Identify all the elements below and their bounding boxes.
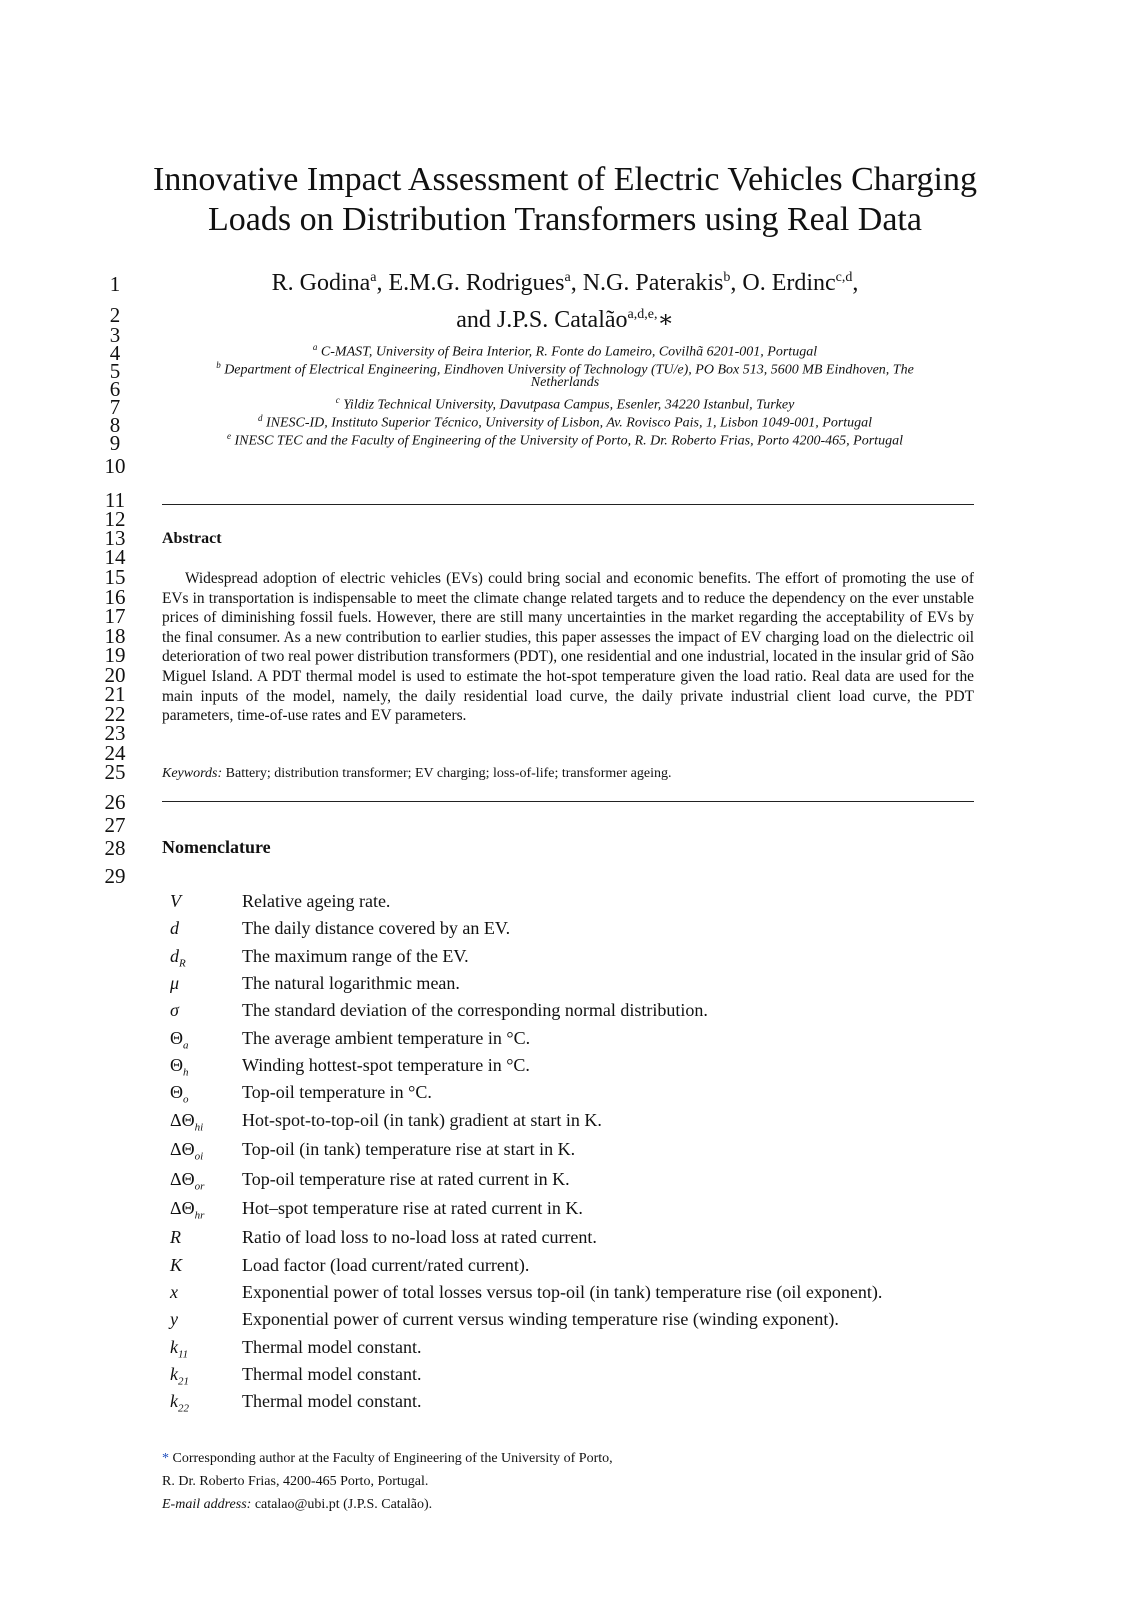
- email-label: E-mail address:: [162, 1497, 252, 1512]
- nomenclature-symbol: [170, 1255, 182, 1279]
- nomenclature-definition: Relative ageing rate.: [242, 891, 391, 911]
- symbol-base: Θ: [170, 1082, 183, 1102]
- title-line: Loads on Distribution Transformers using Real Data: [208, 201, 922, 238]
- affiliation-mark: a: [312, 342, 318, 352]
- line-number: 6: [109, 377, 121, 401]
- symbol-base: k: [170, 1364, 178, 1384]
- line-number: 5: [109, 359, 121, 383]
- nomenclature-definition: The daily distance covered by an EV.: [242, 918, 511, 938]
- line-number: 21: [104, 682, 126, 706]
- nomenclature-definition: Winding hottest-spot temperature in °C.: [242, 1055, 530, 1075]
- nomenclature-definition: Load factor (load current/rated current).: [242, 1255, 530, 1275]
- affiliation-text: INESC TEC and the Faculty of Engineering of the University of Porto, R. Dr. Roberto Frias, Porto 4200-465, Portugal: [234, 433, 903, 449]
- nomenclature-symbol: [170, 1282, 178, 1306]
- footnote-text: R. Dr. Roberto Frias, 4200-465 Porto, Portugal.: [162, 1474, 429, 1489]
- symbol-base: K: [170, 1255, 183, 1275]
- abstract-heading: Abstract: [162, 530, 222, 547]
- nomenclature-symbol: [170, 1169, 204, 1193]
- symbol-base: k: [170, 1391, 178, 1411]
- author-affil-mark: a,d,e,: [627, 307, 658, 322]
- line-number: 11: [104, 488, 126, 512]
- nomenclature-symbol: [170, 946, 186, 970]
- symbol-subscript: 21: [178, 1375, 189, 1388]
- symbol-base: d: [170, 918, 179, 938]
- nomenclature-definition: The standard deviation of the corresponding normal distribution.: [242, 1000, 708, 1020]
- symbol-base: R: [170, 1227, 181, 1247]
- line-number: 29: [104, 864, 126, 888]
- line-number: 4: [109, 341, 121, 365]
- affiliation-text: Department of Electrical Engineering, Eindhoven University of Technology (TU/e), PO Box 513, 5600 MB Eindhoven, The: [224, 362, 914, 378]
- corresponding-author-mark: ∗: [657, 307, 674, 333]
- nomenclature-definition: Thermal model constant.: [242, 1364, 422, 1384]
- keywords-text: Battery; distribution transformer; EV charging; loss-of-life; transformer ageing.: [222, 766, 672, 781]
- title-line: Innovative Impact Assessment of Electric Vehicles Charging: [153, 161, 977, 198]
- symbol-base: σ: [170, 1000, 179, 1020]
- line-number: 28: [104, 836, 126, 860]
- divider: [162, 504, 974, 505]
- nomenclature-symbol: [170, 891, 181, 915]
- line-number: 14: [104, 545, 126, 569]
- nomenclature-definition: The average ambient temperature in °C.: [242, 1028, 531, 1048]
- nomenclature-definition: Exponential power of total losses versus top-oil (in tank) temperature rise (oil exponent).: [242, 1282, 883, 1302]
- footnote: [162, 1447, 613, 1516]
- author-separator: ,: [852, 270, 859, 296]
- nomenclature-definition: The maximum range of the EV.: [242, 946, 469, 966]
- nomenclature-symbol: [170, 1198, 204, 1222]
- symbol-subscript: h: [183, 1066, 189, 1079]
- nomenclature-definition: Hot–spot temperature rise at rated current in K.: [242, 1198, 583, 1218]
- nomenclature-definition: Ratio of load loss to no-load loss at rated current.: [242, 1227, 597, 1247]
- line-number: 19: [104, 643, 126, 667]
- line-number: 16: [104, 585, 126, 609]
- line-number: 27: [104, 813, 126, 837]
- symbol-base: y: [170, 1309, 178, 1329]
- symbol-base: x: [170, 1282, 178, 1302]
- symbol-subscript: or: [194, 1180, 205, 1193]
- line-number: 8: [109, 413, 121, 437]
- affiliation: [165, 374, 965, 391]
- line-number: 24: [104, 741, 126, 765]
- abstract-body: Widespread adoption of electric vehicles (EVs) could bring social and economic benefits. The effort of promoting the use of EVs in transportation is indispensable to meet the climate change related targets and to reduce the dependency on the ever unstable prices of diminishing fossil fuels. However, there are still many uncertainties in the market regarding the acceptability of EVs by the final consumer. As a new contribution to earlier studies, this paper assesses the impact of EV charging load on the dielectric oil deterioration of two real power distribution transformers (PDT), one residential and one industrial, located in the insular grid of São Miguel Island. A PDT thermal model is used to estimate the hot-spot temperature given the load ratio. Real data are used for the main inputs of the model, namely, the daily residential load curve, the daily private industrial client load curve, the PDT parameters, time-of-use rates and EV parameters.: [162, 570, 974, 725]
- affiliation-text: INESC-ID, Instituto Superior Técnico, University of Lisbon, Av. Rovisco Pais, 1, Lisbon 1049-001, Portugal: [265, 415, 873, 431]
- affiliation-text: Netherlands: [530, 375, 600, 390]
- author-affil-mark: a: [564, 270, 571, 285]
- symbol-subscript: a: [183, 1039, 189, 1052]
- nomenclature-symbol: [170, 1139, 203, 1163]
- line-number: 15: [104, 565, 126, 589]
- nomenclature-definition: Thermal model constant.: [242, 1391, 422, 1411]
- line-number: 17: [104, 604, 126, 628]
- symbol-base: ΔΘ: [170, 1110, 195, 1130]
- symbol-base: d: [170, 946, 179, 966]
- symbol-base: k: [170, 1337, 178, 1357]
- author-affil-mark: c,d: [835, 270, 853, 285]
- divider: [162, 801, 974, 802]
- nomenclature-definition: Top-oil (in tank) temperature rise at start in K.: [242, 1139, 576, 1159]
- author-name: , N.G. Paterakis: [570, 270, 724, 296]
- nomenclature-heading: Nomenclature: [162, 837, 271, 857]
- author-name: , E.M.G. Rodrigues: [376, 270, 565, 296]
- author-affil-mark: a: [370, 270, 377, 285]
- symbol-base: ΔΘ: [170, 1139, 195, 1159]
- symbol-subscript: o: [183, 1093, 189, 1106]
- keywords: [162, 766, 974, 782]
- symbol-subscript: hi: [194, 1121, 204, 1134]
- nomenclature-definition: Thermal model constant.: [242, 1337, 422, 1357]
- line-number: 9: [109, 431, 121, 455]
- email-text: catalao@ubi.pt (J.P.S. Catalão).: [251, 1497, 433, 1512]
- nomenclature-symbol: [170, 1000, 179, 1024]
- nomenclature-symbol: [170, 1309, 178, 1333]
- affiliation-mark: d: [257, 413, 263, 423]
- affiliation-mark: e: [227, 431, 232, 441]
- symbol-base: ΔΘ: [170, 1198, 195, 1218]
- line-number: 18: [104, 624, 126, 648]
- author-name: and J.P.S. Catalão: [456, 307, 628, 333]
- symbol-base: Θ: [170, 1028, 183, 1048]
- line-number: 3: [109, 323, 121, 347]
- line-number: 1: [109, 272, 121, 296]
- author-affil-mark: b: [723, 270, 731, 285]
- author-name: , O. Erdinc: [730, 270, 836, 296]
- line-number: 22: [104, 702, 126, 726]
- symbol-base: V: [170, 891, 181, 911]
- nomenclature-symbol: [170, 1110, 203, 1134]
- symbol-subscript: oi: [194, 1150, 204, 1163]
- paper-title: [140, 160, 990, 240]
- affiliation-text: C-MAST, University of Beira Interior, R. Fonte do Lameiro, Covilhã 6201-001, Portugal: [320, 344, 818, 360]
- symbol-subscript: R: [179, 957, 186, 970]
- affiliation: [165, 428, 965, 450]
- nomenclature-symbol: [170, 1337, 188, 1361]
- line-number: 13: [104, 526, 126, 550]
- symbol-base: ΔΘ: [170, 1169, 195, 1189]
- author-name: R. Godina: [271, 270, 371, 296]
- author-list: [140, 262, 990, 336]
- line-number: 12: [104, 507, 126, 531]
- nomenclature-definition: Top-oil temperature rise at rated current in K.: [242, 1169, 570, 1189]
- affiliation-text: Yildiz Technical University, Davutpasa Campus, Esenler, 34220 Istanbul, Turkey: [343, 397, 795, 413]
- nomenclature-symbol: [170, 1082, 189, 1106]
- keywords-label: Keywords:: [162, 766, 223, 781]
- symbol-base: Θ: [170, 1055, 183, 1075]
- nomenclature-symbol: [170, 1364, 189, 1388]
- nomenclature-symbol: [170, 1391, 189, 1415]
- nomenclature-symbol: [170, 973, 179, 997]
- nomenclature-definition: The natural logarithmic mean.: [242, 973, 460, 993]
- line-number: 20: [104, 663, 126, 687]
- affiliation-mark: b: [216, 360, 221, 370]
- nomenclature-definition: Top-oil temperature in °C.: [242, 1082, 432, 1102]
- symbol-subscript: 11: [178, 1348, 189, 1361]
- affiliation-mark: c: [335, 395, 340, 405]
- nomenclature-symbol: [170, 1055, 189, 1079]
- symbol-base: μ: [170, 973, 180, 993]
- line-number: 10: [104, 454, 126, 478]
- nomenclature-definition: Hot-spot-to-top-oil (in tank) gradient at start in K.: [242, 1110, 602, 1130]
- nomenclature-symbol: [170, 1028, 189, 1052]
- line-number: 23: [104, 721, 126, 745]
- footnote-mark: *: [162, 1451, 169, 1466]
- footnote-text: Corresponding author at the Faculty of Engineering of the University of Porto,: [169, 1451, 613, 1466]
- symbol-subscript: hr: [194, 1209, 205, 1222]
- line-number: 7: [109, 395, 121, 419]
- nomenclature-definition: Exponential power of current versus winding temperature rise (winding exponent).: [242, 1309, 839, 1329]
- nomenclature-symbol: [170, 918, 179, 942]
- line-number: 25: [104, 760, 126, 784]
- symbol-subscript: 22: [178, 1402, 189, 1415]
- line-number: 26: [104, 790, 126, 814]
- nomenclature-symbol: [170, 1227, 181, 1251]
- line-number: 2: [109, 303, 121, 327]
